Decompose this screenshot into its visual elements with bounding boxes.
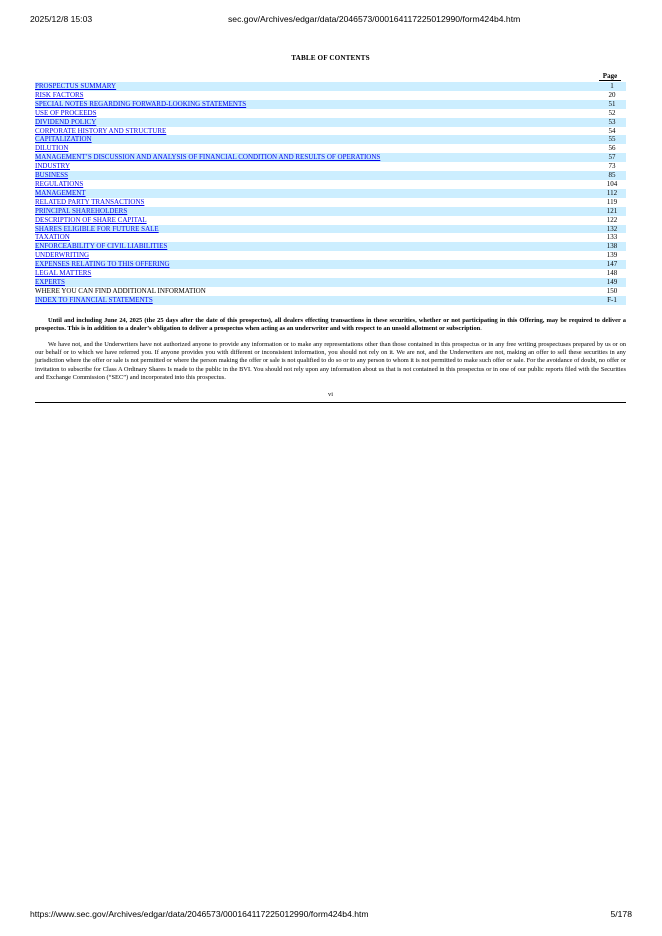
toc-row bbox=[35, 135, 626, 144]
toc-page-number: 147 bbox=[598, 260, 626, 269]
toc-entry-cell bbox=[35, 296, 598, 305]
toc-page-number: 104 bbox=[606, 179, 618, 188]
print-url: sec.gov/Archives/edgar/data/2046573/000164117225012990/form424b4.htm bbox=[228, 14, 521, 24]
toc-page-number: 122 bbox=[606, 215, 618, 224]
toc-row bbox=[35, 296, 626, 305]
print-datetime: 2025/12/8 15:03 bbox=[30, 14, 93, 24]
toc-row bbox=[35, 180, 626, 189]
toc-row bbox=[35, 189, 626, 198]
toc-title: TABLE OF CONTENTS bbox=[291, 54, 370, 62]
toc-entry-cell bbox=[35, 162, 598, 171]
toc-entry-link[interactable]: LEGAL MATTERS bbox=[35, 269, 92, 278]
toc-page-number: 133 bbox=[606, 233, 618, 242]
toc-entry-link[interactable]: TAXATION bbox=[35, 233, 70, 242]
toc-entry-cell bbox=[35, 260, 598, 269]
toc-row bbox=[35, 100, 626, 109]
toc-entry-cell bbox=[35, 135, 598, 144]
toc-entry-link[interactable]: USE OF PROCEEDS bbox=[35, 108, 97, 117]
toc-entry-link[interactable]: DIVIDEND POLICY bbox=[35, 117, 97, 126]
toc-entry-cell bbox=[35, 225, 598, 234]
toc-page-number: 132 bbox=[598, 225, 626, 234]
toc-entry-cell bbox=[35, 118, 598, 127]
toc-page-number: 20 bbox=[608, 90, 616, 99]
toc-entry-cell bbox=[35, 278, 598, 287]
toc-row bbox=[35, 198, 626, 207]
toc-entry-link[interactable]: SHARES ELIGIBLE FOR FUTURE SALE bbox=[35, 224, 159, 233]
toc-page-number: F-1 bbox=[598, 296, 626, 305]
toc-entry-cell bbox=[35, 91, 598, 100]
toc-entry-link[interactable]: DILUTION bbox=[35, 144, 69, 153]
toc-page-number: 53 bbox=[598, 118, 626, 127]
toc-entry-cell bbox=[35, 198, 598, 207]
toc-entry-cell bbox=[35, 251, 598, 260]
toc-page-number: 121 bbox=[598, 207, 626, 216]
toc-entry-cell bbox=[35, 100, 598, 109]
toc-entry-cell bbox=[35, 242, 598, 251]
toc-row bbox=[35, 251, 626, 260]
toc-page-number: 73 bbox=[608, 162, 616, 171]
toc-page-number: 148 bbox=[606, 269, 618, 278]
toc-page-number: 52 bbox=[608, 108, 616, 117]
toc-page-number: 139 bbox=[606, 251, 618, 260]
toc-entry-link[interactable]: ENFORCEABILITY OF CIVIL LIABILITIES bbox=[35, 242, 168, 251]
toc-row bbox=[35, 278, 626, 287]
toc-entry-link[interactable]: BUSINESS bbox=[35, 171, 69, 180]
toc-entry-link[interactable]: SPECIAL NOTES REGARDING FORWARD-LOOKING STATEMENTS bbox=[35, 99, 247, 108]
toc-page-number: 57 bbox=[598, 153, 626, 162]
toc-entry-link[interactable]: RELATED PARTY TRANSACTIONS bbox=[35, 197, 145, 206]
notice-tail: . bbox=[480, 324, 482, 332]
footer-url: https://www.sec.gov/Archives/edgar/data/2046573/000164117225012990/form424b4.htm bbox=[30, 909, 369, 919]
toc-row bbox=[35, 162, 626, 171]
toc-page-column-header bbox=[35, 72, 626, 81]
toc-entry-cell bbox=[35, 287, 598, 296]
toc-row bbox=[35, 127, 626, 136]
toc-entry-cell bbox=[35, 233, 598, 242]
page-header-label: Page bbox=[599, 72, 621, 81]
toc-entry-link[interactable]: CAPITALIZATION bbox=[35, 135, 92, 144]
notice-bold-text: Until and including June 24, 2025 (the 25 days after the date of this prospectus), all dealers effecting transactions in these securities, whether or not participating in this Offering, may be required to deliver a prospectus. This is in addition to a dealer’s obligation to deliver a prospectus when acting as an underwriter and with respect to an unsold allotment or subscription bbox=[35, 316, 626, 332]
toc-page-number: 150 bbox=[606, 286, 618, 295]
toc-table bbox=[35, 82, 626, 305]
toc-entry-link[interactable]: CORPORATE HISTORY AND STRUCTURE bbox=[35, 126, 167, 135]
toc-entry-cell bbox=[35, 180, 598, 189]
toc-entry-link[interactable]: MANAGEMENT bbox=[35, 188, 86, 197]
toc-row bbox=[35, 207, 626, 216]
toc-entry-link[interactable]: REGULATIONS bbox=[35, 179, 84, 188]
toc-row bbox=[35, 171, 626, 180]
toc-entry-link[interactable]: MANAGEMENT’S DISCUSSION AND ANALYSIS OF FINANCIAL CONDITION AND RESULTS OF OPERATIONS bbox=[35, 153, 381, 162]
footer-page-count: 5/178 bbox=[610, 909, 632, 919]
toc-entry-cell bbox=[35, 153, 598, 162]
toc-entry-link[interactable]: RISK FACTORS bbox=[35, 90, 84, 99]
toc-entry-cell bbox=[35, 216, 598, 225]
toc-page-number: 119 bbox=[606, 197, 618, 206]
toc-row bbox=[35, 153, 626, 162]
toc-page-number: 55 bbox=[598, 135, 626, 144]
toc-entry-link[interactable]: PRINCIPAL SHAREHOLDERS bbox=[35, 206, 128, 215]
toc-entry-link[interactable]: EXPERTS bbox=[35, 277, 65, 286]
toc-page-number: 56 bbox=[608, 144, 616, 153]
toc-page-number: 51 bbox=[598, 100, 626, 109]
toc-row bbox=[35, 82, 626, 91]
toc-entry-cell bbox=[35, 82, 598, 91]
print-header bbox=[0, 14, 662, 28]
document-body bbox=[35, 52, 626, 403]
toc-entry-link[interactable]: INDEX TO FINANCIAL STATEMENTS bbox=[35, 295, 153, 304]
page-bottom-rule bbox=[35, 402, 626, 403]
toc-entry-cell bbox=[35, 171, 598, 180]
page-folio: vi bbox=[328, 391, 333, 399]
toc-row bbox=[35, 225, 626, 234]
toc-entry-cell bbox=[35, 269, 598, 278]
toc-entry-text: WHERE YOU CAN FIND ADDITIONAL INFORMATION bbox=[35, 286, 206, 295]
toc-row bbox=[35, 118, 626, 127]
toc-entry-cell bbox=[35, 207, 598, 216]
toc-row bbox=[35, 287, 626, 296]
toc-page-number: 54 bbox=[608, 126, 616, 135]
toc-page-number: 112 bbox=[598, 189, 626, 198]
toc-row bbox=[35, 216, 626, 225]
toc-entry-link[interactable]: DESCRIPTION OF SHARE CAPITAL bbox=[35, 215, 147, 224]
toc-row bbox=[35, 91, 626, 100]
toc-row bbox=[35, 233, 626, 242]
toc-entry-cell bbox=[35, 144, 598, 153]
toc-page-number: 1 bbox=[598, 82, 626, 91]
toc-page-number: 138 bbox=[598, 242, 626, 251]
toc-row bbox=[35, 269, 626, 278]
toc-entry-cell bbox=[35, 109, 598, 118]
toc-page-number: 85 bbox=[598, 171, 626, 180]
disclaimer-paragraph: We have not, and the Underwriters have not authorized anyone to provide any information or to make any representations other than those contained in this prospectus or in any free writing prospectuses prepared by us or on our behalf or to which we have referred you. If anyone provides you with different or inconsistent information, you should not rely on it. We are not, and the Underwriters are not, making an offer to sell these securities in any jurisdiction where the offer or sale is not permitted or where the person making the offer or sale is not qualified to do so or to any person to whom it is not permitted to make such offer or sale. For the avoidance of doubt, no offer or invitation to subscribe for Class A Ordinary Shares Is made to the public in the BVI. You should not rely upon any information about us that is not contained in this prospectus or in one of our public reports filed with the Securities and Exchange Commission (“SEC”) and incorporated into this prospectus. bbox=[35, 341, 626, 381]
print-footer bbox=[0, 909, 662, 923]
toc-row bbox=[35, 242, 626, 251]
toc-entry-link[interactable]: INDUSTRY bbox=[35, 162, 71, 171]
dealer-prospectus-notice bbox=[35, 317, 626, 333]
toc-row bbox=[35, 109, 626, 118]
toc-entry-cell bbox=[35, 127, 598, 136]
toc-entry-link[interactable]: EXPENSES RELATING TO THIS OFFERING bbox=[35, 260, 170, 269]
toc-page-number: 149 bbox=[598, 278, 626, 287]
toc-row bbox=[35, 260, 626, 269]
toc-entry-cell bbox=[35, 189, 598, 198]
toc-entry-link[interactable]: PROSPECTUS SUMMARY bbox=[35, 82, 117, 90]
toc-entry-link[interactable]: UNDERWRITING bbox=[35, 251, 90, 260]
toc-row bbox=[35, 144, 626, 153]
